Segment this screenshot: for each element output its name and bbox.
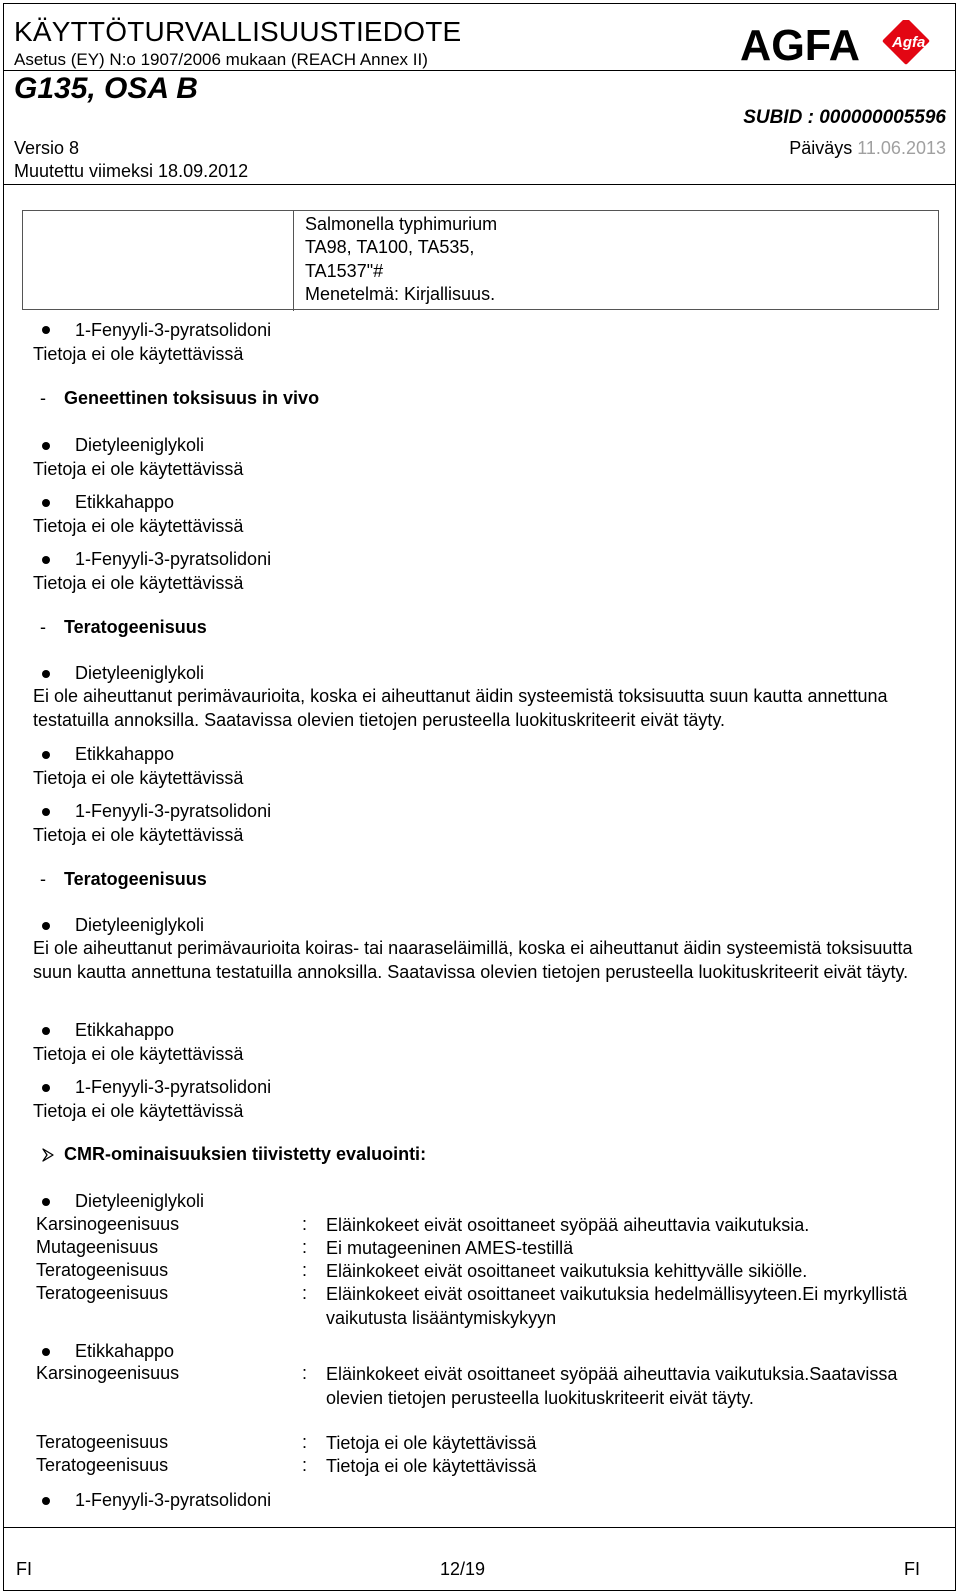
cmr-value: Tietoja ei ole käytettävissä	[326, 1456, 537, 1476]
bullet-icon	[42, 499, 50, 507]
cmr-separator: :	[302, 1260, 308, 1280]
cmr-separator: :	[302, 1214, 308, 1234]
bullet-icon	[42, 1348, 50, 1356]
footer-language-right: FI	[904, 1559, 920, 1579]
table-line: TA98, TA100, TA535,	[305, 237, 475, 258]
cmr-value: Eläinkokeet eivät osoittaneet syöpää aiheuttavia vaikutuksia.	[326, 1215, 810, 1235]
section-heading	[40, 388, 319, 409]
bullet-icon	[42, 922, 50, 930]
substance-text: Tietoja ei ole käytettävissä	[33, 1044, 244, 1064]
cmr-heading: CMR-ominaisuuksien tiivistetty evaluointi:	[64, 1144, 427, 1164]
agfa-logo	[740, 20, 950, 70]
cmr-value: Tietoja ei ole käytettävissä	[326, 1433, 537, 1453]
substance-text: Tietoja ei ole käytettävissä	[33, 344, 244, 364]
date-label: Päiväys	[789, 138, 853, 158]
bullet-icon	[42, 808, 50, 816]
section-heading	[40, 869, 207, 890]
dash: -	[40, 388, 46, 408]
substance-paragraph: Ei ole aiheuttanut perimävaurioita koiras- tai naaraseläimillä, koska ei aiheuttanut äidin systeemistä toksisuutta suun kautta annettuna testatuilla annoksilla. Saatavissa olevien tietojen perusteella luokituskriteerit eivät täyty.	[33, 938, 913, 982]
date-value: 11.06.2013	[857, 138, 946, 158]
header-bottom-divider	[3, 184, 956, 185]
cmr-separator: :	[302, 1455, 308, 1475]
substance-paragraph: Ei ole aiheuttanut perimävaurioita, koska ei aiheuttanut äidin systeemistä toksisuutta suun kautta annettuna testatuilla annoksilla. Saatavissa olevien tietojen perusteella luokituskriteerit eivät täyty.	[33, 686, 888, 730]
substance-text: Tietoja ei ole käytettävissä	[33, 768, 244, 788]
bullet-icon	[42, 751, 50, 759]
substance-name: 1-Fenyyli-3-pyratsolidoni	[75, 801, 272, 821]
substance-name: Etikkahappo	[75, 492, 175, 512]
cmr-separator: :	[302, 1432, 308, 1452]
test-result-table	[22, 210, 939, 310]
cmr-key: Teratogeenisuus	[36, 1283, 169, 1303]
document-title: KÄYTTÖTURVALLISUUSTIEDOTE	[14, 16, 462, 47]
bullet-icon	[42, 1027, 50, 1035]
cmr-key: Teratogeenisuus	[36, 1260, 169, 1280]
logo-badge-text: Agfa	[892, 34, 926, 51]
product-name: G135, OSA B	[14, 72, 198, 105]
bullet-icon	[42, 326, 50, 334]
substance-name: Dietyleeniglykoli	[75, 435, 205, 455]
substance-text: Tietoja ei ole käytettävissä	[33, 516, 244, 536]
cmr-key: Teratogeenisuus	[36, 1455, 169, 1475]
cmr-key: Mutageenisuus	[36, 1237, 159, 1257]
bullet-icon	[42, 670, 50, 678]
cmr-separator: :	[302, 1363, 308, 1383]
version: Versio 8	[14, 138, 80, 158]
bullet-icon	[42, 1198, 50, 1206]
substance-name: Dietyleeniglykoli	[75, 1191, 205, 1211]
dash: -	[40, 869, 46, 889]
substance-name: 1-Fenyyli-3-pyratsolidoni	[75, 549, 272, 569]
substance-name: Etikkahappo	[75, 1341, 175, 1361]
header-divider	[3, 70, 956, 71]
page-number: 12/19	[440, 1559, 486, 1579]
substance-text: Tietoja ei ole käytettävissä	[33, 1101, 244, 1121]
table-cell-method	[305, 213, 497, 306]
dash: -	[40, 617, 46, 637]
regulation-line: Asetus (EY) N:o 1907/2006 mukaan (REACH Annex II)	[14, 50, 428, 69]
section-heading-text: Teratogeenisuus	[64, 869, 207, 889]
substance-name: Dietyleeniglykoli	[75, 915, 205, 935]
table-line: TA1537"#	[305, 260, 384, 281]
cmr-separator: :	[302, 1283, 308, 1303]
substance-text: Tietoja ei ole käytettävissä	[33, 459, 244, 479]
section-heading-text: Teratogeenisuus	[64, 617, 207, 637]
section-heading	[40, 617, 207, 638]
substance-name: Etikkahappo	[75, 744, 175, 764]
footer-language-left: FI	[16, 1559, 32, 1579]
issue-date	[789, 138, 946, 159]
substance-text: Tietoja ei ole käytettävissä	[33, 825, 244, 845]
substance-text: Tietoja ei ole käytettävissä	[33, 573, 244, 593]
cmr-value: Eläinkokeet eivät osoittaneet syöpää aiheuttavia vaikutuksia.Saatavissa olevien tietojen perusteella luokituskriteerit eivät täyty.	[326, 1364, 898, 1408]
table-line: Salmonella typhimurium	[305, 214, 498, 234]
bullet-icon	[42, 556, 50, 564]
substance-name: Etikkahappo	[75, 1020, 175, 1040]
cmr-key: Karsinogeenisuus	[36, 1363, 180, 1383]
bullet-icon	[42, 1497, 50, 1505]
table-line: Menetelmä: Kirjallisuus.	[305, 283, 496, 304]
cmr-key: Karsinogeenisuus	[36, 1214, 180, 1234]
arrow-right-icon	[40, 1147, 56, 1163]
cmr-value: Eläinkokeet eivät osoittaneet vaikutuksia kehittyvälle sikiölle.	[326, 1261, 808, 1281]
logo-wordmark: AGFA	[740, 21, 860, 70]
cmr-value: Ei mutageeninen AMES-testillä	[326, 1238, 574, 1258]
substance-name: 1-Fenyyli-3-pyratsolidoni	[75, 1490, 272, 1510]
cmr-separator: :	[302, 1237, 308, 1257]
bullet-icon	[42, 442, 50, 450]
section-heading-text: Geneettinen toksisuus in vivo	[64, 388, 320, 408]
substance-name: 1-Fenyyli-3-pyratsolidoni	[75, 1077, 272, 1097]
footer-divider	[3, 1527, 956, 1528]
cmr-value: Eläinkokeet eivät osoittaneet vaikutuksia hedelmällisyyteen.Ei myrkyllistä vaikutusta lisääntymiskykyyn	[326, 1284, 908, 1328]
last-modified: Muutettu viimeksi 18.09.2012	[14, 161, 249, 181]
bullet-icon	[42, 1084, 50, 1092]
table-column-divider	[293, 211, 294, 311]
substance-name: Dietyleeniglykoli	[75, 663, 205, 683]
subid: SUBID : 000000005596	[743, 107, 946, 128]
cmr-key: Teratogeenisuus	[36, 1432, 169, 1452]
substance-name: 1-Fenyyli-3-pyratsolidoni	[75, 320, 272, 340]
